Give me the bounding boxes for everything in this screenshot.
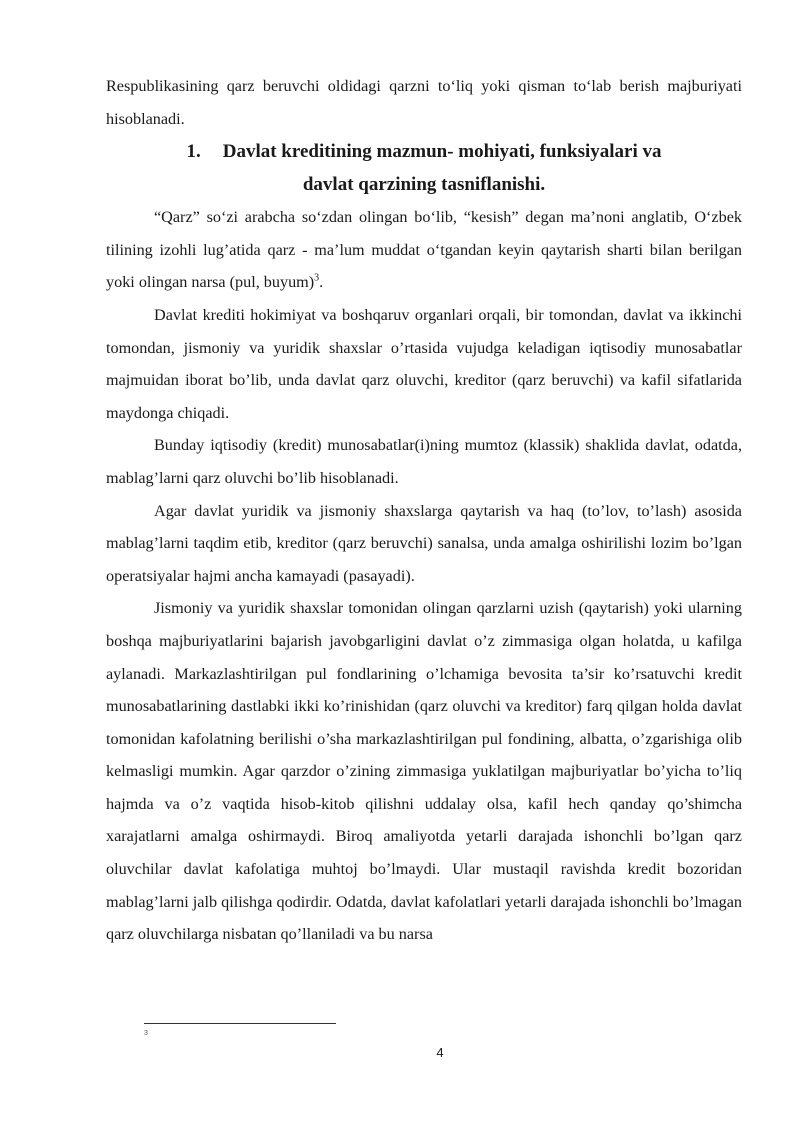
section-heading-line2: [106, 168, 742, 201]
body-paragraph-1: [106, 201, 742, 299]
footnote-mark: 3: [144, 1030, 148, 1037]
body-paragraph-3: Bunday iqtisodiy (kredit) munosabatlar(i)ning mumtoz (klassik) shaklida davlat, odatda, mablag’larni qarz oluvchi bo’lib hisoblanadi.: [106, 436, 742, 487]
section-heading-line1: [106, 135, 742, 168]
body-paragraph-1-end: .: [319, 273, 324, 292]
body-paragraph-4: Agar davlat yuridik va jismoniy shaxslarga qaytarish va haq (to’lov, to’lash) asosida mablag’larni taqdim etib, kreditor (qarz beruvchi) sanalsa, unda amalga oshirilishi lozim bo’lgan operatsiyalar hajmi ancha kamayadi (pasayadi).: [106, 501, 742, 585]
body-paragraph-5: Jismoniy va yuridik shaxslar tomonidan olingan qarzlarni uzish (qaytarish) yoki ularning boshqa majburiyatlarini bajarish javobgarligini davlat o’z zimmasiga olgan holatda, u kafilga aylanadi. Markazlashtirilgan pul fondlarining o’lchamiga bevosita ta’sir ko’rsatuvchi kredit munosabatlarining dastlabki ikki ko’rinishidan (qarz oluvchi va kreditor) farq qilgan holda davlat tomonidan kafolatning berilishi o’sha markazlashtirilgan pul fondining, albatta, o’zgarishiga olib kelmasligi mumkin. Agar qarzdor o’zining zimmasiga yuklatilgan majburiyatlar bo’yicha to’liq hajmda va o’z vaqtida hisob-kitob qilishni uddalay olsa, kafil hech qanday qo’shimcha xarajatlarni amalga oshirmaydi. Biroq amaliyotda yetarli darajada ishonchli bo’lgan qarz oluvchilar davlat kafolatiga muhtoj bo’lmaydi. Ular mustaqil ravishda kredit bozoridan mablag’larni jalb qilishga qodirdir. Odatda, davlat kafolatlari yetarli darajada ishonchli bo’lmagan qarz oluvchilarga nisbatan qo’llaniladi va bu narsa: [106, 599, 742, 944]
body-paragraph-2: Davlat krediti hokimiyat va boshqaruv organlari orqali, bir tomondan, davlat va ikkinchi tomondan, jismoniy va yuridik shaxslar o’rtasida vujudga keladigan iqtisodiy munosabatlar majmuidan iborat bo’lib, unda davlat qarz oluvchi, kreditor (qarz beruvchi) va kafil sifatlarida maydonga chiqadi.: [106, 305, 742, 422]
document-page: [106, 70, 742, 951]
section-title-line2: davlat qarzining tasniflanishi.: [302, 174, 546, 196]
section-number: 1.: [186, 141, 201, 163]
body-paragraph-1-text: “Qarz” so‘zi arabcha so‘zdan olingan bo‘lib, “kesish” degan ma’noni anglatib, O‘zbek tilining izohli lug’atida qarz - ma’lum muddat o‘tgandan keyin qaytarish sharti bilan berilgan yoki olingan narsa (pul, buyum): [106, 208, 742, 292]
section-title-line1: Davlat kreditining mazmun- mohiyati, funksiyalari va: [222, 141, 662, 163]
intro-paragraph: Respublikasining qarz beruvchi oldidagi qarzni to‘liq yoki qisman to‘lab berish majburiyati hisoblanadi.: [106, 77, 742, 128]
footnote-separator: [144, 1023, 336, 1024]
page-number: 4: [436, 1045, 444, 1060]
footnote-reference[interactable]: 3: [314, 272, 320, 284]
